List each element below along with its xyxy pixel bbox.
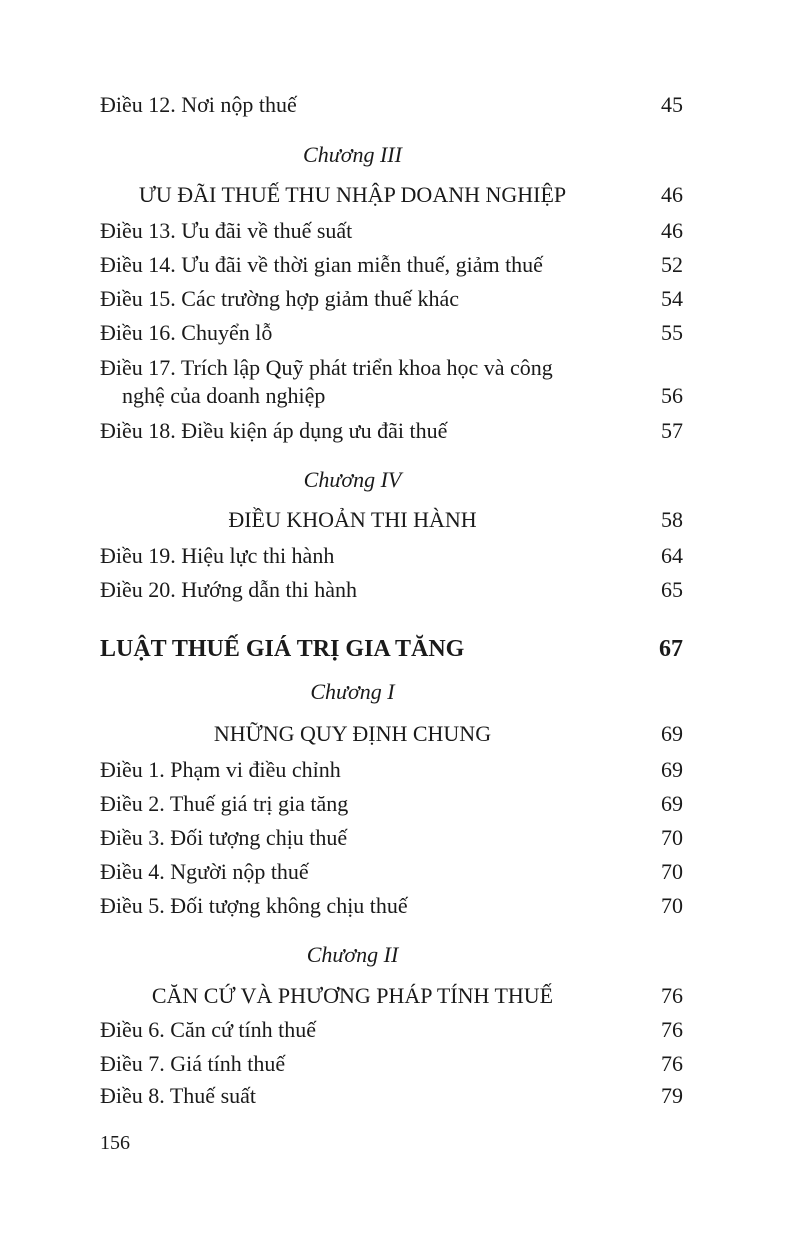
chapter-title-row [100,180,683,210]
toc-entry [100,789,683,819]
chapter-label: Chương II [306,942,399,967]
toc-entry [100,1081,683,1111]
toc-entry [100,541,683,571]
entry-title: Điều 13. Ưu đãi về thuế suất [100,218,353,243]
toc-entry [100,381,683,411]
entry-page: 69 [661,721,683,746]
entry-page: 45 [661,92,683,117]
entry-page: 76 [661,983,683,1008]
page-number: 156 [100,1132,130,1154]
chapter-title-row [100,505,683,535]
entry-title: Điều 16. Chuyển lỗ [100,320,273,345]
entry-title: Điều 1. Phạm vi điều chỉnh [100,757,341,782]
entry-title: Điều 6. Căn cứ tính thuế [100,1017,316,1042]
entry-title: LUẬT THUẾ GIÁ TRỊ GIA TĂNG [100,636,465,662]
chapter-title-row [100,981,683,1011]
entry-page: 54 [661,286,683,311]
entry-title: Điều 8. Thuế suất [100,1083,257,1108]
chapter-label: Chương III [303,142,402,167]
toc-entry [100,575,683,605]
entry-title: Điều 4. Người nộp thuế [100,859,309,884]
chapter-label: Chương I [310,679,395,704]
entry-title: Điều 7. Giá tính thuế [100,1051,286,1076]
entry-page: 52 [661,252,683,277]
entry-title: ƯU ĐÃI THUẾ THU NHẬP DOANH NGHIỆP [138,182,567,207]
toc-entry [100,857,683,887]
entry-page: 70 [661,859,683,884]
entry-page: 46 [661,218,683,243]
entry-title: ĐIỀU KHOẢN THI HÀNH [228,507,477,532]
entry-title: Điều 5. Đối tượng không chịu thuế [100,893,408,918]
toc-entry [100,1049,683,1079]
toc-entry [100,216,683,246]
toc-entry [100,1015,683,1045]
toc-entry [100,284,683,314]
toc-entry [100,823,683,853]
entry-title: nghệ của doanh nghiệp [122,383,326,408]
entry-page: 76 [661,1051,683,1076]
entry-page: 65 [661,577,683,602]
toc-entry [100,318,683,348]
entry-page: 79 [661,1083,683,1108]
entry-page: 58 [661,507,683,532]
toc-entry [100,755,683,785]
entry-page: 70 [661,825,683,850]
entry-title: Điều 19. Hiệu lực thi hành [100,543,335,568]
toc-entry [100,891,683,921]
toc-entry [100,416,683,446]
entry-page: 67 [659,636,683,662]
entry-page: 69 [661,791,683,816]
entry-title: Điều 12. Nơi nộp thuế [100,92,297,117]
entry-page: 70 [661,893,683,918]
entry-page: 76 [661,1017,683,1042]
entry-page: 56 [661,383,683,408]
toc-entry [100,353,683,383]
entry-page: 46 [661,182,683,207]
toc-entry [100,250,683,280]
chapter-label: Chương IV [303,467,402,492]
entry-title: Điều 15. Các trường hợp giảm thuế khác [100,286,459,311]
law-title-row [100,634,683,664]
entry-title: Điều 3. Đối tượng chịu thuế [100,825,348,850]
toc-entry [100,90,683,120]
entry-page: 69 [661,757,683,782]
entry-title: Điều 18. Điều kiện áp dụng ưu đãi thuế [100,418,448,443]
entry-title: NHỮNG QUY ĐỊNH CHUNG [213,721,492,746]
entry-title: Điều 2. Thuế giá trị gia tăng [100,791,349,816]
entry-page: 57 [661,418,683,443]
entry-title: Điều 14. Ưu đãi về thời gian miễn thuế, giảm thuế [100,252,543,277]
entry-title: Điều 20. Hướng dẫn thi hành [100,577,357,602]
entry-title: Điều 17. Trích lập Quỹ phát triển khoa học và công [100,355,553,380]
entry-title: CĂN CỨ VÀ PHƯƠNG PHÁP TÍNH THUẾ [151,983,554,1008]
chapter-title-row [100,719,683,749]
entry-page: 64 [661,543,683,568]
entry-page: 55 [661,320,683,345]
